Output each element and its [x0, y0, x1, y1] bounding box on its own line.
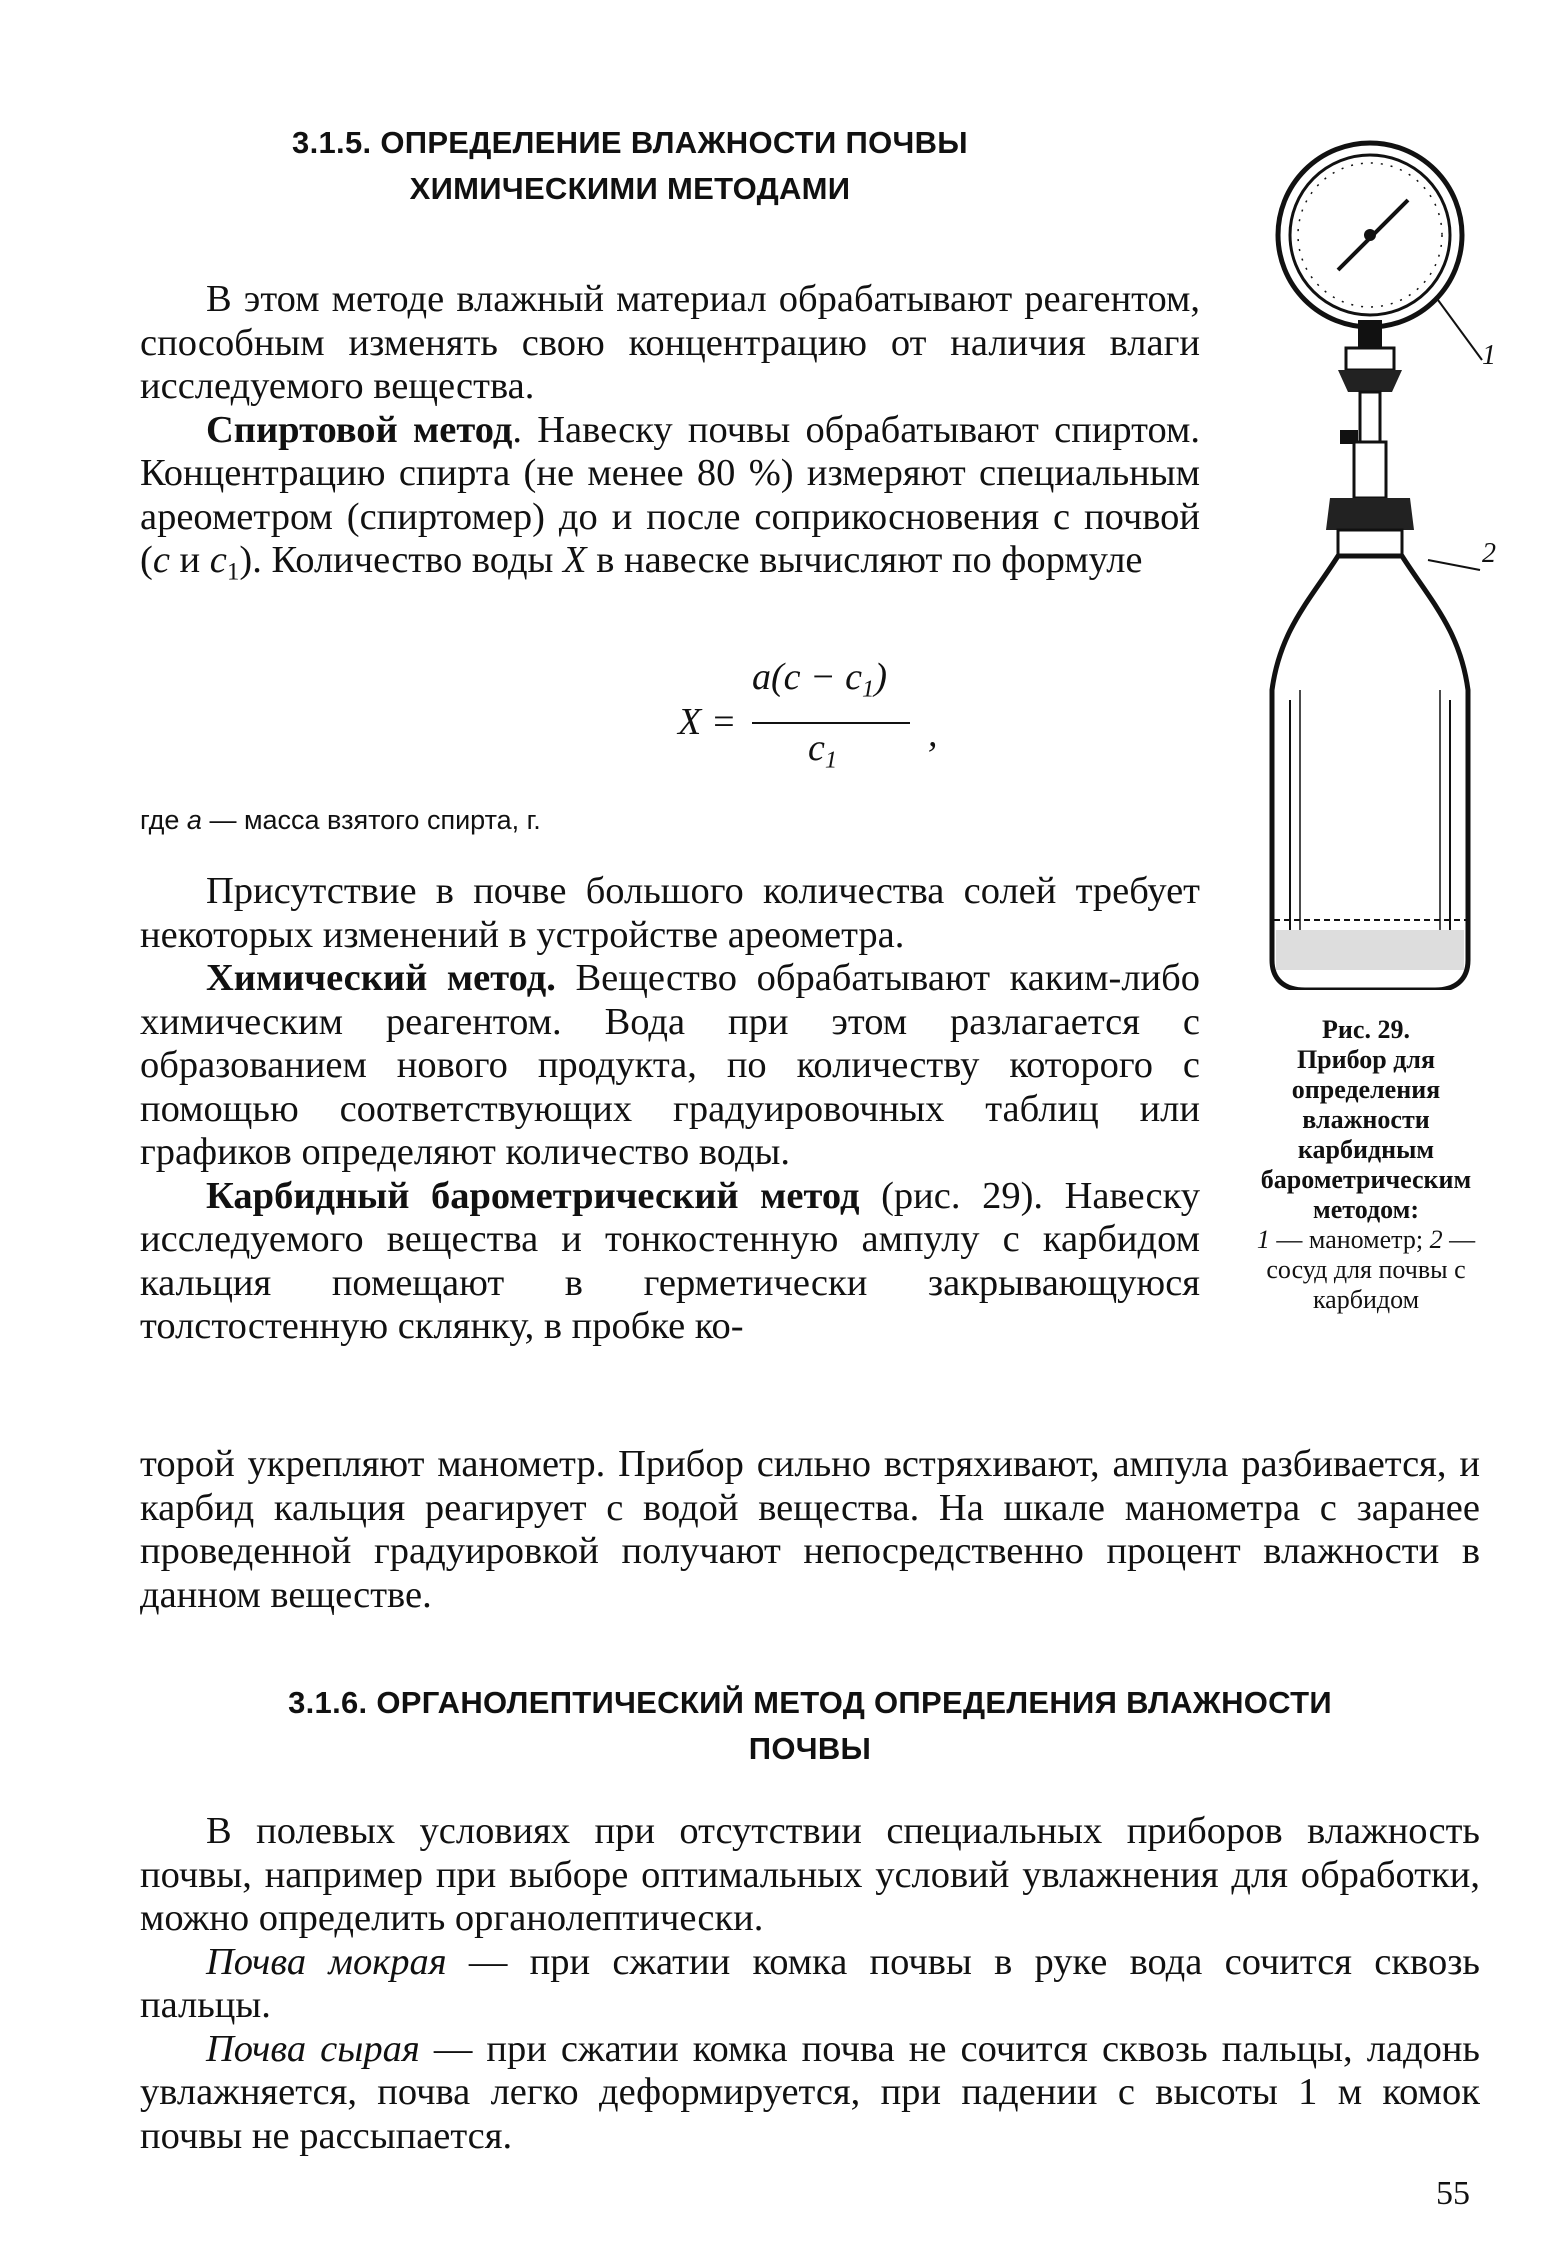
figure-29-device: [1260, 130, 1500, 990]
chemical-method-paragraph: Химический метод. Вещество обрабатывают каким-либо химическим реагентом. Вода при этом разлагается с образованием нового продукта, по количеству которого с помощью соответствующих градуировочных таблиц или графиков определяют количество воды.: [140, 957, 1200, 1173]
carbide-continuation: [140, 1443, 1480, 1617]
salts-paragraph: Присутствие в почве большого количества солей требует некоторых изменений в устройстве ареометра.: [140, 870, 1200, 956]
formula-numerator: $a(c - c_1)$: [752, 656, 888, 703]
figure-29-caption: [1250, 1015, 1482, 1315]
damp-soil-paragraph: Почва сырая — при сжатии комка почва не сочится сквозь пальцы, ладонь увлажняется, почва легко деформируется, при падении с высоты 1 м комок почвы не рассыпается.: [140, 2027, 1480, 2157]
wet-soil-paragraph: Почва мокрая — при сжатии комка почвы в руке вода сочится сквозь пальцы.: [140, 1940, 1480, 2026]
section-heading-line2: ХИМИЧЕСКИМИ МЕТОДАМИ: [409, 171, 851, 206]
carbide-continuation-text: торой укрепляют манометр. Прибор сильно встряхивают, ампула разбивается, и карбид кальция реагирует с водой вещества. На шкале манометра с заранее проведенной градуировкой получают непосредственно процент влажности в данном веществе.: [140, 1443, 1480, 1616]
carbide-method-title: Карбидный барометрический метод: [206, 1174, 860, 1217]
intro-paragraph: В этом методе влажный материал обрабатывают реагентом, способным изменять свою концентрацию от наличия влаги исследуемого вещества.: [140, 278, 1200, 407]
upper-text-column: [140, 278, 1200, 594]
chemical-method-title: Химический метод.: [206, 957, 556, 999]
figure-title: Прибор для определения влажности карбидным барометрическим методом:: [1260, 1045, 1472, 1224]
formula-lhs: X =: [678, 701, 737, 743]
section2-text: [140, 1810, 1480, 2158]
section-heading-line1: 3.1.6. ОРГАНОЛЕПТИЧЕСКИЙ МЕТОД ОПРЕДЕЛЕНИЯ ВЛАЖНОСТИ: [288, 1685, 1332, 1720]
callout-2: 2: [1482, 538, 1496, 569]
fraction-bar: [752, 722, 910, 724]
carbide-method-paragraph: Карбидный барометрический метод (рис. 29). Навеску исследуемого вещества и тонкостенную ампулу с карбидом кальция помещают в герметически закрывающуюся толстостенную склянку, в пробке ко-: [140, 1174, 1200, 1347]
damp-soil-term: Почва сырая: [206, 2027, 420, 2070]
figure-number: Рис. 29.: [1322, 1015, 1410, 1044]
organoleptic-intro: В полевых условиях при отсутствии специальных приборов влажность почвы, например при выборе оптимальных условий увлажнения для обработки, можно определить органолептически.: [140, 1810, 1480, 1939]
formula-denominator: $c_1$: [808, 727, 838, 774]
bottle-icon: [1272, 498, 1468, 990]
section-heading-line1: 3.1.5. ОПРЕДЕЛЕНИЕ ВЛАЖНОСТИ ПОЧВЫ: [292, 125, 968, 160]
spirit-method-paragraph: Спиртовой метод. Навеску почвы обрабатывают спиртом. Концентрацию спирта (не менее 80 %) измеряют специальным ареометром (спиртомер) до и после соприкосновения с почвой (c и $c_1$). Количество воды X в навеске вычисляют по формуле: [140, 408, 1200, 586]
section-heading-3-1-5: [160, 120, 1100, 212]
formula-legend: где a — масса взятого спирта, г.: [140, 805, 541, 835]
middle-text-column: [140, 870, 1200, 1349]
page-number: 55: [1436, 2175, 1470, 2212]
section-heading-3-1-6: [160, 1680, 1460, 1772]
manometer-icon: [1278, 143, 1462, 498]
callout-1: 1: [1482, 340, 1496, 371]
spirit-method-title: Спиртовой метод: [206, 408, 513, 451]
wet-soil-term: Почва мокрая: [206, 1940, 447, 1983]
figure-legend: 1 — манометр; 2 — сосуд для почвы с карбидом: [1256, 1225, 1476, 1314]
formula-comma: ,: [928, 713, 938, 755]
section-heading-line2: ПОЧВЫ: [748, 1731, 872, 1766]
